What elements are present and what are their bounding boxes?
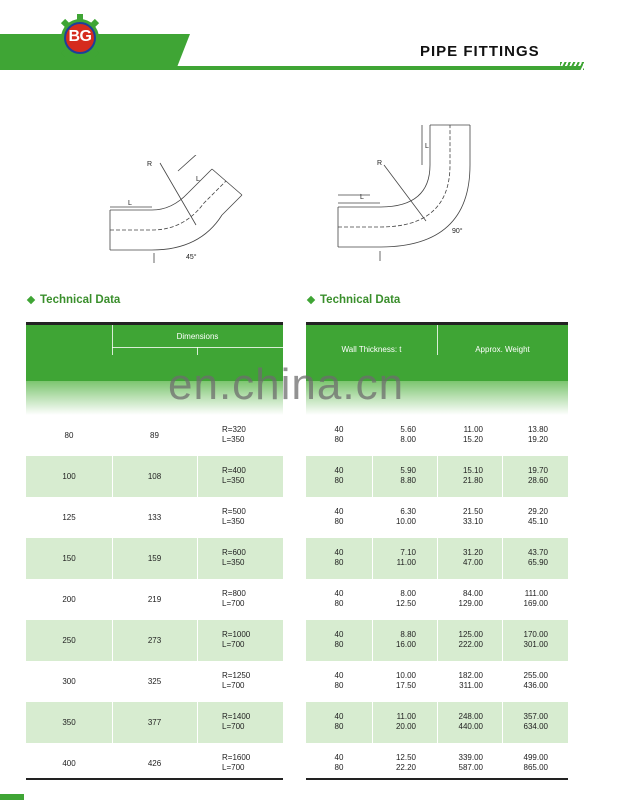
wall-thickness-header: Wall Thickness: t — [341, 345, 402, 354]
left-section-heading-text: Technical Data — [40, 294, 121, 306]
table-cell: R=500 L=350 — [222, 507, 246, 526]
table-row — [306, 579, 568, 620]
table-cell: 40 80 — [334, 425, 344, 444]
table-row — [306, 661, 568, 702]
diamond-bullet-icon — [27, 296, 35, 304]
table-cell: 8.80 16.00 — [395, 630, 416, 649]
table-cell: 5.90 8.80 — [400, 466, 416, 485]
table-row — [26, 456, 283, 497]
left-section-heading — [28, 294, 120, 306]
table-cell: 325 — [147, 677, 162, 686]
table-cell: 40 80 — [334, 630, 344, 649]
table-cell: 10.00 17.50 — [395, 671, 416, 690]
table-cell: 40 80 — [334, 507, 344, 526]
table-cell: 29.20 45.10 — [527, 507, 548, 526]
table-cell: 40 80 — [334, 712, 344, 731]
elbow45-angle-label: 45° — [186, 254, 197, 261]
table-cell: R=1400 L=700 — [222, 712, 251, 731]
table-row — [26, 497, 283, 538]
table-cell: 6.30 10.00 — [395, 507, 416, 526]
table-cell: 300 — [62, 677, 76, 686]
table-cell: 21.50 33.10 — [462, 507, 483, 526]
table-cell: 100 — [62, 472, 76, 481]
table-row — [26, 661, 283, 702]
table-cell: R=1000 L=700 — [222, 630, 251, 649]
table-row — [306, 620, 568, 661]
table-cell: 200 — [62, 595, 76, 604]
table-cell: 40 80 — [334, 589, 344, 608]
right-section-heading — [308, 294, 400, 306]
approx-weight-header: Approx. Weight — [475, 345, 530, 354]
table-row — [26, 620, 283, 661]
table-cell: 40 80 — [334, 466, 344, 485]
elbow90-radius-label: R — [377, 160, 383, 167]
table-cell: R=320 L=350 — [222, 425, 246, 444]
table-cell: 250 — [62, 636, 76, 645]
elbow90-angle-label: 90° — [452, 228, 463, 235]
table-row — [306, 415, 568, 456]
elbow45-length-label-1: L — [128, 200, 132, 207]
right-section-heading-text: Technical Data — [320, 294, 401, 306]
table-cell: 159 — [147, 554, 162, 563]
header-stripes — [560, 62, 584, 70]
table-cell: R=600 L=350 — [222, 548, 246, 567]
table-cell: 108 — [147, 472, 162, 481]
table-cell: 150 — [62, 554, 76, 563]
table-row — [26, 579, 283, 620]
company-logo — [56, 14, 104, 62]
table-cell: 350 — [62, 718, 76, 727]
table-cell: 31.20 47.00 — [462, 548, 483, 567]
diamond-bullet-icon — [307, 296, 315, 304]
elbow-45-diagram — [100, 155, 260, 265]
table-cell: R=1600 L=700 — [222, 753, 251, 772]
table-cell: 255.00 436.00 — [523, 671, 548, 690]
table-cell: 133 — [147, 513, 162, 522]
table-row — [306, 702, 568, 743]
watermark-text: en.china.cn — [168, 360, 405, 409]
table-cell: 5.60 8.00 — [400, 425, 416, 444]
table-cell: 125 — [62, 513, 76, 522]
table-row — [306, 538, 568, 579]
table-cell: 40 80 — [334, 753, 344, 772]
elbow45-radius-label: R — [147, 161, 153, 168]
table-cell: 339.00 587.00 — [458, 753, 483, 772]
table-row — [26, 538, 283, 579]
table-cell: R=400 L=350 — [222, 466, 246, 485]
table-cell: 248.00 440.00 — [458, 712, 483, 731]
table-cell: 84.00 129.00 — [458, 589, 483, 608]
table-cell: R=800 L=700 — [222, 589, 246, 608]
table-cell: 170.00 301.00 — [523, 630, 548, 649]
elbow90-length-label-2: L — [360, 194, 364, 201]
table-cell: 357.00 634.00 — [523, 712, 548, 731]
table-row — [306, 456, 568, 497]
table-row — [26, 415, 283, 456]
table-cell: R=1250 L=700 — [222, 671, 251, 690]
table-cell: 12.50 22.20 — [395, 753, 416, 772]
elbow90-length-label-1: L — [425, 143, 429, 150]
right-table-bottom-rule — [306, 778, 568, 780]
table-cell: 219 — [147, 595, 162, 604]
dimensions-header: Dimensions — [176, 332, 219, 341]
table-cell: 426 — [147, 759, 162, 768]
table-cell: 11.00 15.20 — [462, 425, 483, 444]
table-cell: 40 80 — [334, 671, 344, 690]
table-row — [306, 497, 568, 538]
table-cell: 8.00 12.50 — [395, 589, 416, 608]
left-table-bottom-rule — [26, 778, 283, 780]
table-cell: 89 — [150, 431, 159, 440]
table-cell: 182.00 311.00 — [458, 671, 483, 690]
table-cell: 400 — [62, 759, 76, 768]
table-cell: 19.70 28.60 — [527, 466, 548, 485]
table-cell: 377 — [147, 718, 162, 727]
header-rule — [0, 66, 580, 70]
logo-text: BG — [68, 28, 92, 45]
footer-mark — [0, 794, 24, 800]
table-cell: 40 80 — [334, 548, 344, 567]
table-cell: 15.10 21.80 — [462, 466, 483, 485]
table-cell: 11.00 20.00 — [395, 712, 416, 731]
table-cell: 273 — [147, 636, 162, 645]
table-cell: 125.00 222.00 — [458, 630, 483, 649]
page-title: PIPE FITTINGS — [420, 43, 540, 60]
elbow-90-diagram — [330, 115, 490, 265]
table-cell: 7.10 11.00 — [396, 548, 416, 567]
table-cell: 13.80 19.20 — [527, 425, 548, 444]
table-row — [26, 702, 283, 743]
table-cell: 499.00 865.00 — [523, 753, 548, 772]
table-cell: 43.70 65.90 — [527, 548, 548, 567]
table-cell: 111.00 169.00 — [523, 589, 548, 608]
table-cell: 80 — [64, 431, 74, 440]
elbow45-length-label-2: L — [196, 176, 200, 183]
